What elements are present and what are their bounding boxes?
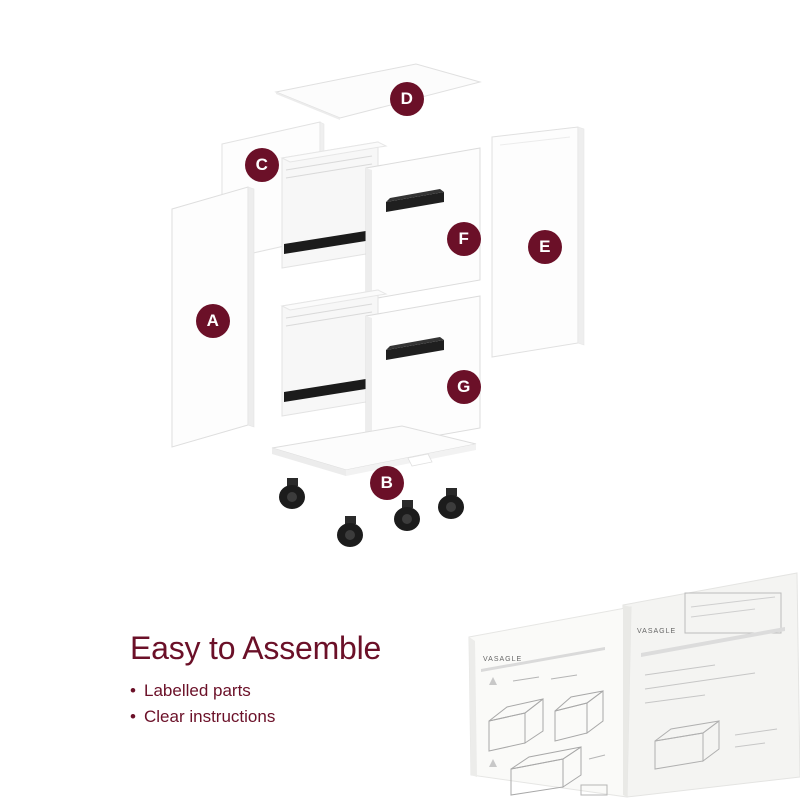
headline: Easy to Assemble bbox=[130, 630, 382, 666]
svg-text:VASAGLE: VASAGLE bbox=[637, 628, 677, 635]
part-label-f: F bbox=[447, 222, 481, 256]
instruction-manual-photo bbox=[455, 545, 800, 800]
list-item-label: Clear instructions bbox=[144, 707, 276, 726]
bullet-marker: • bbox=[130, 707, 136, 726]
part-caster-2 bbox=[333, 516, 373, 555]
part-caster-3 bbox=[390, 500, 430, 539]
part-caster-4 bbox=[434, 488, 474, 527]
part-top-panel bbox=[268, 62, 483, 120]
part-label-d: D bbox=[390, 82, 424, 116]
list-item-label: Labelled parts bbox=[144, 681, 251, 700]
feature-list bbox=[130, 678, 275, 730]
bullet-marker: • bbox=[130, 681, 136, 700]
part-label-b: B bbox=[370, 466, 404, 500]
part-label-c: C bbox=[245, 148, 279, 182]
part-label-g: G bbox=[447, 370, 481, 404]
list-item bbox=[130, 678, 275, 704]
list-item bbox=[130, 704, 275, 730]
part-label-e: E bbox=[528, 230, 562, 264]
part-caster-1 bbox=[275, 478, 315, 517]
svg-text:VASAGLE: VASAGLE bbox=[483, 656, 523, 663]
part-label-a: A bbox=[196, 304, 230, 338]
